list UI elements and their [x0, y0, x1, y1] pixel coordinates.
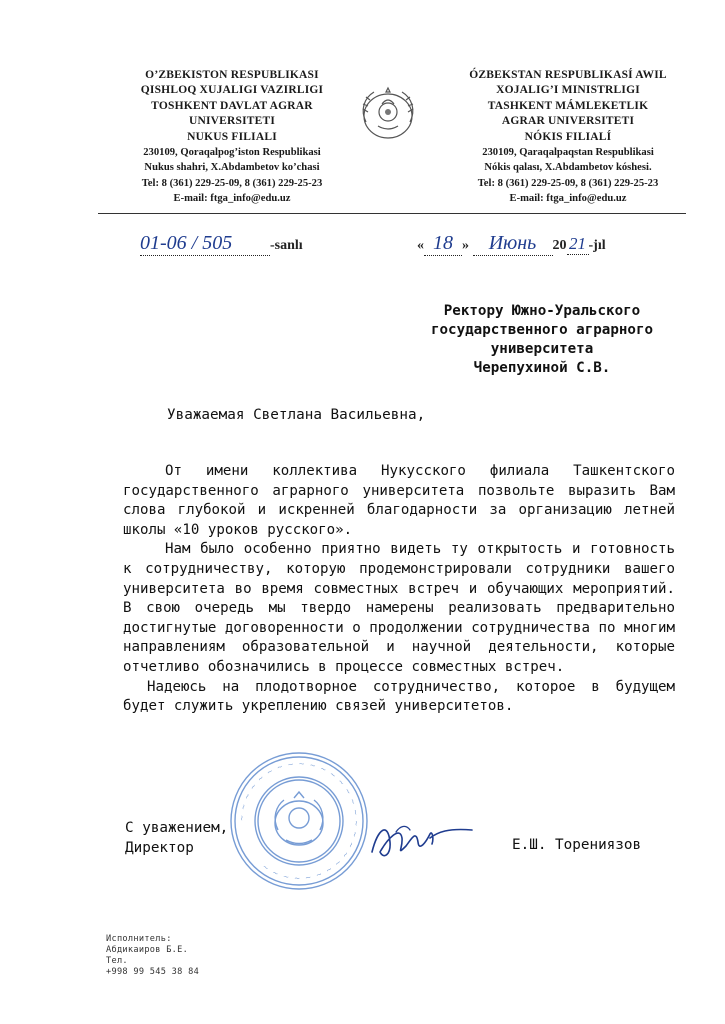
header-divider: [98, 213, 686, 214]
header-left-line: Nukus shahri, X.Abdambetov ko’chasi: [144, 162, 320, 174]
addressee-line: Черепухиной С.В.: [473, 360, 611, 376]
date-month-handwritten: Июнь: [488, 232, 537, 254]
salutation: Уважаемая Светлана Васильевна,: [167, 407, 426, 423]
header-right-line: NÓKIS FILIALÍ: [524, 130, 612, 143]
letter-body: [123, 462, 675, 717]
header-right-line: 230109, Qaraqalpaqstan Respublikasi: [482, 147, 654, 159]
executor-label: Исполнитель:: [106, 934, 172, 944]
body-paragraph: Надеюсь на плодотворное сотрудничество, которое в будущем будет служить укреплению связей университетов.: [123, 678, 675, 715]
registration-date-line: [417, 232, 606, 256]
body-paragraph: От имени коллектива Нукусского филиала Ташкентского государственного аграрного университета позвольте выразить Вам слова глубокой и искренней благодарности за организацию летней школы «10 уроков русского».: [123, 463, 675, 538]
tel-label: Тел.: [106, 956, 128, 966]
header-left-line: 230109, Qoraqalpog’iston Respublikasi: [143, 147, 321, 159]
addressee-line: государственного аграрного: [430, 322, 654, 338]
header-right-line: Tel: 8 (361) 229-25-09, 8 (361) 229-25-23: [477, 177, 659, 189]
header-left-block: [102, 68, 362, 207]
date-year-handwritten: 21: [569, 234, 586, 253]
date-quote-close: »: [462, 238, 469, 253]
addressee-line: университета: [490, 341, 594, 357]
body-paragraph: Нам было особенно приятно видеть ту открытость и готовность к сотрудничеству, которую продемонстрировали сотрудники вашего университета во время совместных встреч и обучающих мероприятий. В свою очередь мы твердо намерены реализовать предварительно достигнутые договоренности о продолжении сотрудничества по многим направлениям образовательной и научной деятельности, которые отчетливо обозначились в процессе совместных встреч.: [123, 541, 675, 675]
registration-number-field: [140, 232, 270, 256]
executor-tel-line: [106, 956, 199, 978]
header-left-line: Tel: 8 (361) 229-25-09, 8 (361) 229-25-23: [141, 177, 323, 189]
date-year-field: [567, 234, 589, 255]
date-day-handwritten: 18: [433, 232, 453, 254]
signer-name: Е.Ш. Торениязов: [512, 837, 642, 853]
registration-number-line: [140, 232, 303, 256]
header-right-line: ÓZBEKSTAN RESPUBLIKASÍ AWIL: [469, 69, 667, 81]
executor-name: Абдикаиров Б.Е.: [106, 945, 189, 955]
header-left-line: UNIVERSITETI: [188, 115, 276, 128]
addressee-block: [392, 302, 692, 378]
executor-footer: [106, 934, 199, 978]
header-right-block: [432, 68, 704, 207]
header-right-line: TASHKENT MÁMLEKETLIK: [487, 99, 649, 112]
official-stamp-icon: [226, 748, 372, 894]
registration-number-handwritten: 01-06 / 505: [140, 232, 233, 254]
registration-number-suffix: -sanlı: [270, 238, 303, 253]
header-left-line: QISHLOQ XUJALIGI VAZIRLIGI: [140, 84, 324, 97]
svg-text:~ ~ ~ ~ ~ ~ ~ ~ ~ ~ ~ ~ ~ ~ ~: ~ ~ ~ ~ ~ ~ ~ ~ ~ ~ ~ ~ ~ ~ ~ ~ ~ ~ ~ ~ ~ ~ ~ ~ ~ ~ ~ ~: [236, 758, 362, 884]
header-right-line: AGRAR UNIVERSITETI: [501, 115, 635, 128]
closing-position: Директор: [125, 840, 194, 856]
addressee-line: Ректору Южно-Уральского: [443, 303, 641, 319]
tel-value: +998 99 545 38 84: [106, 967, 200, 977]
header-left-line: TOSHKENT DAVLAT AGRAR: [151, 99, 313, 112]
closing-regards: С уважением,: [125, 820, 229, 836]
header-left-line: NUKUS FILIALI: [187, 130, 277, 143]
executor-line: [106, 934, 199, 956]
handwritten-signature: [366, 808, 476, 868]
date-day-field: [424, 232, 462, 256]
date-month-field: [473, 232, 553, 256]
state-emblem-icon: [356, 82, 420, 146]
date-quote-open: «: [417, 238, 424, 253]
header-right-line: Nókis qalası, X.Abdambetov kóshesi.: [484, 162, 652, 174]
header-right-line: XOJALIG’I MINISTRLIGI: [496, 84, 640, 97]
header-left-line: E-mail: ftga_info@edu.uz: [173, 193, 291, 205]
header-left-line: O’ZBEKISTON RESPUBLIKASI: [145, 69, 319, 81]
date-year-prefix: 20: [552, 238, 567, 253]
date-year-suffix: -jıl: [588, 238, 606, 253]
closing-block: [125, 818, 228, 858]
header-right-line: E-mail: ftga_info@edu.uz: [509, 193, 627, 205]
